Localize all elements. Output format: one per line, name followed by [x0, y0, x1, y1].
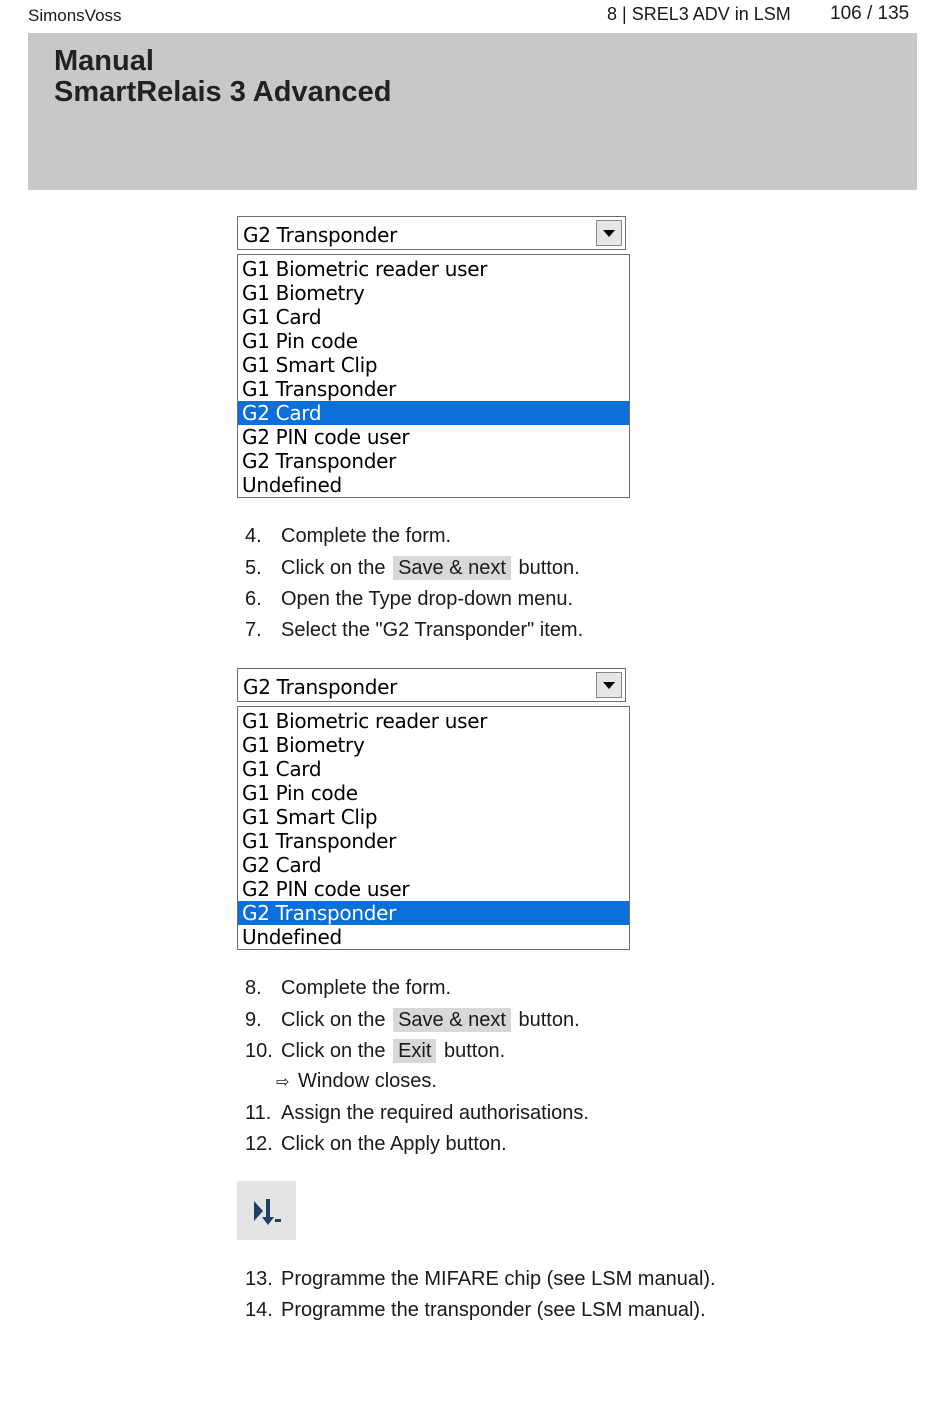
step-8: 8. Complete the form. [245, 977, 452, 999]
chevron-down-icon [603, 230, 615, 237]
dropdown-option[interactable]: G2 PIN code user [242, 877, 410, 901]
dropdown-toggle-button[interactable] [596, 220, 622, 246]
dropdown-option[interactable]: Undefined [242, 473, 342, 497]
dropdown-toggle-button[interactable] [596, 672, 622, 698]
dropdown-option-highlighted[interactable]: G2 Transponder [238, 901, 629, 925]
step-7: 7. Select the "G2 Transponder" item. [245, 619, 584, 641]
dropdown-option[interactable]: G1 Biometry [242, 733, 365, 757]
dropdown-option[interactable]: G1 Transponder [242, 377, 397, 401]
dropdown-field[interactable] [237, 668, 626, 702]
dropdown-option[interactable]: G1 Smart Clip [242, 805, 378, 829]
chevron-down-icon [603, 682, 615, 689]
step-12: 12. Click on the Apply button. [245, 1133, 507, 1155]
step-result: ⇨ Window closes. [276, 1070, 437, 1092]
dropdown-option[interactable]: G1 Card [242, 305, 322, 329]
exit-button-label: Exit [393, 1039, 436, 1063]
dropdown-option[interactable]: G1 Pin code [242, 781, 358, 805]
dropdown-field[interactable] [237, 216, 626, 250]
dropdown-option[interactable]: G1 Biometry [242, 281, 365, 305]
dropdown-option[interactable]: G2 Transponder [242, 449, 397, 473]
step-5: 5. Click on the Save & next button. [245, 557, 580, 579]
dropdown-option[interactable]: G1 Pin code [242, 329, 358, 353]
save-next-button-label: Save & next [393, 556, 511, 580]
dropdown-selected-value: G2 Transponder [243, 675, 398, 699]
dropdown-option[interactable]: G1 Biometric reader user [242, 709, 488, 733]
dropdown-option-highlighted[interactable]: G2 Card [238, 401, 629, 425]
step-6: 6. Open the Type drop-down menu. [245, 588, 574, 610]
dropdown-option[interactable]: G1 Smart Clip [242, 353, 378, 377]
dropdown-option[interactable]: G2 Card [242, 853, 322, 877]
dropdown-selected-value: G2 Transponder [243, 223, 398, 247]
dropdown-option[interactable]: G1 Card [242, 757, 322, 781]
result-arrow-icon: ⇨ [276, 1074, 290, 1091]
dropdown-list [237, 706, 630, 950]
dropdown-option[interactable]: G2 PIN code user [242, 425, 410, 449]
dropdown-option[interactable]: G1 Transponder [242, 829, 397, 853]
step-10: 10. Click on the Exit button. [245, 1040, 506, 1062]
step-13: 13. Programme the MIFARE chip (see LSM manual). [245, 1268, 716, 1290]
step-14: 14. Programme the transponder (see LSM manual). [245, 1299, 706, 1321]
step-11: 11. Assign the required authorisations. [245, 1102, 589, 1124]
title-line-1: Manual [54, 45, 154, 77]
header-page-number: 106 / 135 [830, 3, 910, 24]
apply-button[interactable] [237, 1181, 296, 1240]
dropdown-option[interactable]: G1 Biometric reader user [242, 257, 488, 281]
save-next-button-label: Save & next [393, 1008, 511, 1032]
title-band [28, 33, 917, 190]
title-line-2: SmartRelais 3 Advanced [54, 76, 392, 108]
apply-arrow-icon [237, 1181, 296, 1240]
step-9: 9. Click on the Save & next button. [245, 1009, 580, 1031]
dropdown-option[interactable]: Undefined [242, 925, 342, 949]
header-brand: SimonsVoss [28, 6, 122, 25]
header-chapter: 8 | SREL3 ADV in LSM [607, 4, 791, 24]
step-4: 4. Complete the form. [245, 525, 452, 547]
dropdown-list [237, 254, 630, 498]
